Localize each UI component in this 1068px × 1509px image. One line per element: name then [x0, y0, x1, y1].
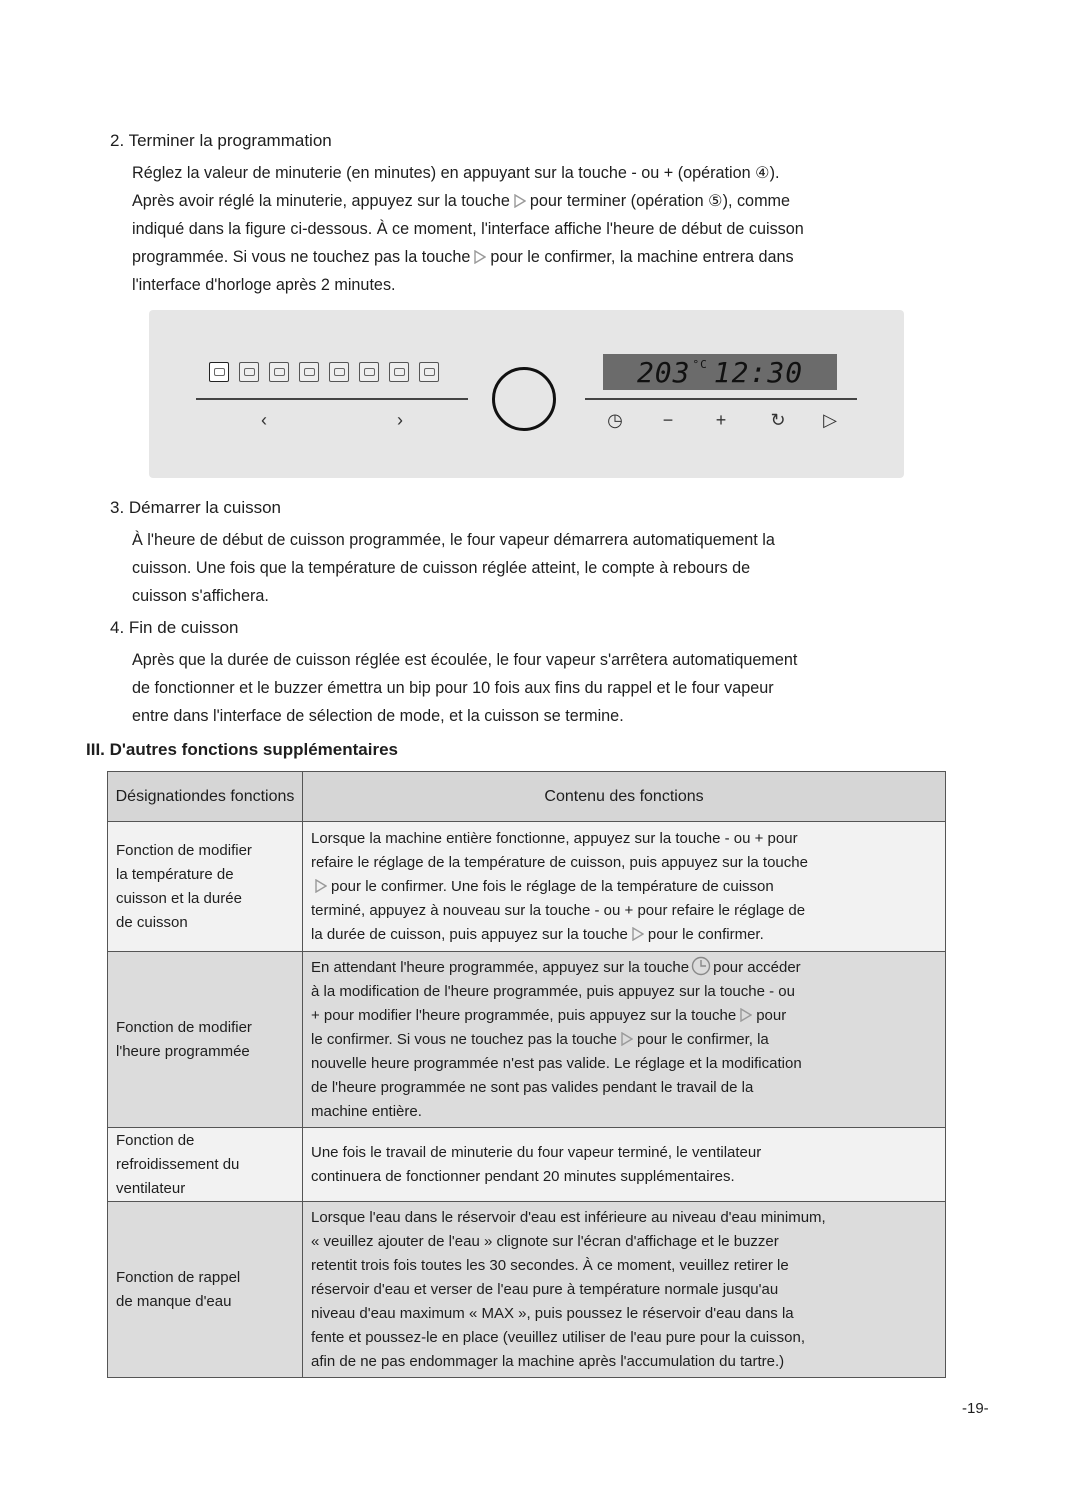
section-4-heading: 4. Fin de cuisson	[110, 618, 239, 637]
left-arrow-button[interactable]: ‹	[261, 410, 267, 430]
functions-table	[107, 771, 946, 1378]
text-line: À l'heure de début de cuisson programmée, le four vapeur démarrera automatiquement la	[132, 531, 775, 549]
text-line: Réglez la valeur de minuterie (en minutes) en appuyant sur la touche - ou + (opération ④).	[132, 164, 780, 182]
play-icon	[632, 927, 644, 941]
minus-button[interactable]: −	[662, 410, 674, 430]
text-line: de fonctionner et le buzzer émettra un bip pour 10 fois aux fins du rappel et le four vapeur	[132, 679, 774, 697]
plus-button[interactable]: +	[715, 410, 727, 430]
function-name: Fonction de modifier l'heure programmée	[108, 952, 303, 1128]
divider-line	[196, 398, 468, 400]
section-2-heading: 2. Terminer la programmation	[110, 131, 332, 150]
function-name: Fonction de rappel de manque d'eau	[108, 1202, 303, 1378]
function-name: Fonction de refroidissement du ventilateur	[108, 1128, 303, 1202]
play-icon	[621, 1032, 633, 1046]
text-line: cuisson s'affichera.	[132, 587, 269, 605]
lcd-temperature: 203	[636, 355, 691, 389]
function-content: Une fois le travail de minuterie du four vapeur terminé, le ventilateur continuera de fonctionner pendant 20 minutes supplémentaires.	[303, 1128, 946, 1202]
grill-mode-icon[interactable]	[269, 362, 289, 382]
table-row	[108, 952, 946, 1128]
oven-control-panel	[149, 310, 904, 478]
table-row	[108, 1128, 946, 1202]
text-line: entre dans l'interface de sélection de mode, et la cuisson se termine.	[132, 707, 624, 725]
control-knob[interactable]	[492, 367, 556, 431]
back-button[interactable]: ↻	[770, 410, 786, 430]
play-icon	[315, 879, 327, 893]
clock-button[interactable]: ◷	[607, 410, 623, 430]
table-row	[108, 822, 946, 952]
table-header-row	[108, 772, 946, 822]
clean-mode-icon[interactable]	[419, 362, 439, 382]
lcd-time: 12:30	[713, 355, 804, 389]
play-icon	[514, 194, 526, 208]
header-content: Contenu des fonctions	[303, 772, 946, 822]
divider-line	[585, 398, 857, 400]
header-designation: Désignationdes fonctions	[108, 772, 303, 822]
function-content: En attendant l'heure programmée, appuyez sur la touche pour accéder à la modification de l'heure programmée, puis appuyez sur la touche - ou + pour modifier l'heure programmée, puis appuyez sur la touche pour le confirmer. Si vous ne touchez pas la touche pour le confirmer, la nouvelle heure programmée n'est pas valide. Le réglage et la modification de l'heure programmée ne sont pas valides pendant le travail de la machine entière.	[303, 952, 946, 1128]
defrost-mode-icon[interactable]	[299, 362, 319, 382]
oven-mode-icon[interactable]	[359, 362, 379, 382]
play-icon	[474, 250, 486, 264]
start-button[interactable]: ▷	[823, 410, 837, 430]
function-name: Fonction de modifier la température de cuisson et la durée de cuisson	[108, 822, 303, 952]
lcd-unit: °C	[692, 358, 708, 371]
section-3-text	[132, 526, 775, 610]
function-content: Lorsque l'eau dans le réservoir d'eau est inférieure au niveau d'eau minimum, « veuillez ajouter de l'eau » clignote sur l'écran d'affichage et le buzzer retentit trois fois toutes les 30 secondes. À ce moment, veuillez retirer le réservoir d'eau et verser de l'eau pure à température normale jusqu'au niveau d'eau maximum « MAX », puis poussez le réservoir d'eau dans la fente et poussez-le en place (veuillez utiliser de l'eau pure pour la cuisson, afin de ne pas endommager la machine après l'accumulation du tartre.)	[303, 1202, 946, 1378]
play-icon	[740, 1008, 752, 1022]
descale-mode-icon[interactable]	[389, 362, 409, 382]
fan-mode-icon[interactable]	[239, 362, 259, 382]
section-3-heading: 3. Démarrer la cuisson	[110, 498, 282, 517]
function-content: Lorsque la machine entière fonctionne, appuyez sur la touche - ou + pour refaire le réglage de la température de cuisson, puis appuyez sur la touche pour le confirmer. Une fois le réglage de la température de cuisson terminé, appuyez à nouveau sur la touche - ou + pour refaire le réglage de la durée de cuisson, puis appuyez sur la touche pour le confirmer.	[303, 822, 946, 952]
timer-mode-icon[interactable]	[329, 362, 349, 382]
right-arrow-button[interactable]: ›	[397, 410, 403, 430]
text-line: indiqué dans la figure ci-dessous. À ce moment, l'interface affiche l'heure de début de cuisson	[132, 220, 804, 238]
lcd-display	[603, 354, 837, 390]
page-number: -19-	[962, 1400, 989, 1417]
text-line: cuisson. Une fois que la température de cuisson réglée atteint, le compte à rebours de	[132, 559, 751, 577]
mode-icons	[209, 362, 439, 382]
section-iii-heading: III. D'autres fonctions supplémentaires	[86, 740, 399, 759]
steam-mode-icon[interactable]	[209, 362, 229, 382]
section-4-text	[132, 646, 797, 730]
text-line: programmée. Si vous ne touchez pas la touche pour le confirmer, la machine entrera dans	[132, 248, 794, 266]
clock-icon	[691, 956, 711, 976]
text-line: Après avoir réglé la minuterie, appuyez sur la touche pour terminer (opération ⑤), comme	[132, 192, 791, 210]
text-line: l'interface d'horloge après 2 minutes.	[132, 276, 396, 294]
section-2-text	[132, 159, 804, 299]
table-row	[108, 1202, 946, 1378]
text-line: Après que la durée de cuisson réglée est écoulée, le four vapeur s'arrêtera automatiquement	[132, 651, 798, 669]
